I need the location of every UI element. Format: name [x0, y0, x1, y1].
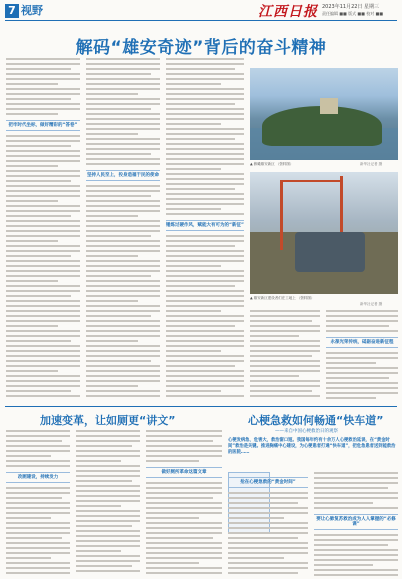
subhead: 把牢时代坐标，做好精彩的“答卷” — [6, 120, 80, 131]
article-2-column-3 — [146, 430, 222, 576]
photo-crane — [280, 180, 283, 250]
photo-credit: 新华社记者 摄 — [360, 162, 383, 166]
main-article-column-3 — [166, 58, 244, 400]
issue-date: 2023年11月22日 星期三 — [322, 4, 380, 10]
photo-structure — [295, 232, 365, 272]
photo-building — [320, 98, 338, 114]
photo-credit: 新华社记者 摄 — [360, 302, 383, 306]
newspaper-logo: 江西日报 — [258, 4, 318, 20]
subhead: 做好厕所革命这篇文章 — [146, 467, 222, 478]
photo-crane-jib — [280, 180, 340, 182]
subhead: 永葆光荣传统，砥砺奋进新征程 — [326, 337, 398, 348]
section-name: 视野 — [21, 4, 43, 17]
construction-site-photo — [250, 172, 398, 294]
article-3-title: 心梗急救如何畅通“快车道” — [248, 414, 384, 427]
header-rule — [5, 20, 397, 21]
article-3-column-1 — [228, 472, 308, 576]
subhead: 坚持人民至上，投身造福于民的使命 — [86, 170, 160, 181]
article-2-column-1 — [6, 430, 70, 576]
main-article-column-4 — [250, 310, 320, 402]
xiongan-aerial-photo — [250, 68, 398, 160]
article-3-lead: 心梗发病急、危害大，救治窗口短。我国每年约有十余万人心梗救治延误，在“黄金时间”救治是关键。推进胸痛中心建设，为心梗患者打通“快车道”，把危急患者送到能救治的医院…… — [228, 438, 396, 455]
article-2-column-2 — [76, 430, 140, 576]
editor-credits: 责任编辑 ■■ 版式 ■■ 校对 ■■ — [322, 11, 384, 16]
main-headline: 解码“雄安奇迹”背后的奋斗精神 — [75, 38, 327, 58]
main-article-column-1 — [6, 58, 80, 400]
subhead: 抢在心梗急救的“黄金时间” — [228, 477, 308, 488]
article-3-column-2 — [314, 472, 398, 576]
article-3-subtitle: ——来自中国心梗救治日的观察 — [275, 429, 338, 434]
main-article-column-2 — [86, 58, 160, 400]
subhead: 锤炼过硬作风，赋能大有可为的“新征” — [166, 220, 244, 231]
page-number-badge: 7 — [5, 4, 19, 18]
subhead: 要让心肺复苏救治成为人人掌握的“必修课” — [314, 514, 398, 530]
subhead: 改厕建设，持续发力 — [6, 472, 70, 483]
article-2-title: 加速变革，让如厕更“讲文” — [40, 414, 176, 427]
main-article-column-5 — [326, 310, 398, 402]
photo-caption: ▲ 俯瞰雄安新区 （资料图） — [250, 162, 294, 166]
photo-caption: ▲ 雄安新区建设者们在工地上 （资料图） — [250, 296, 315, 300]
section-divider — [5, 406, 397, 407]
